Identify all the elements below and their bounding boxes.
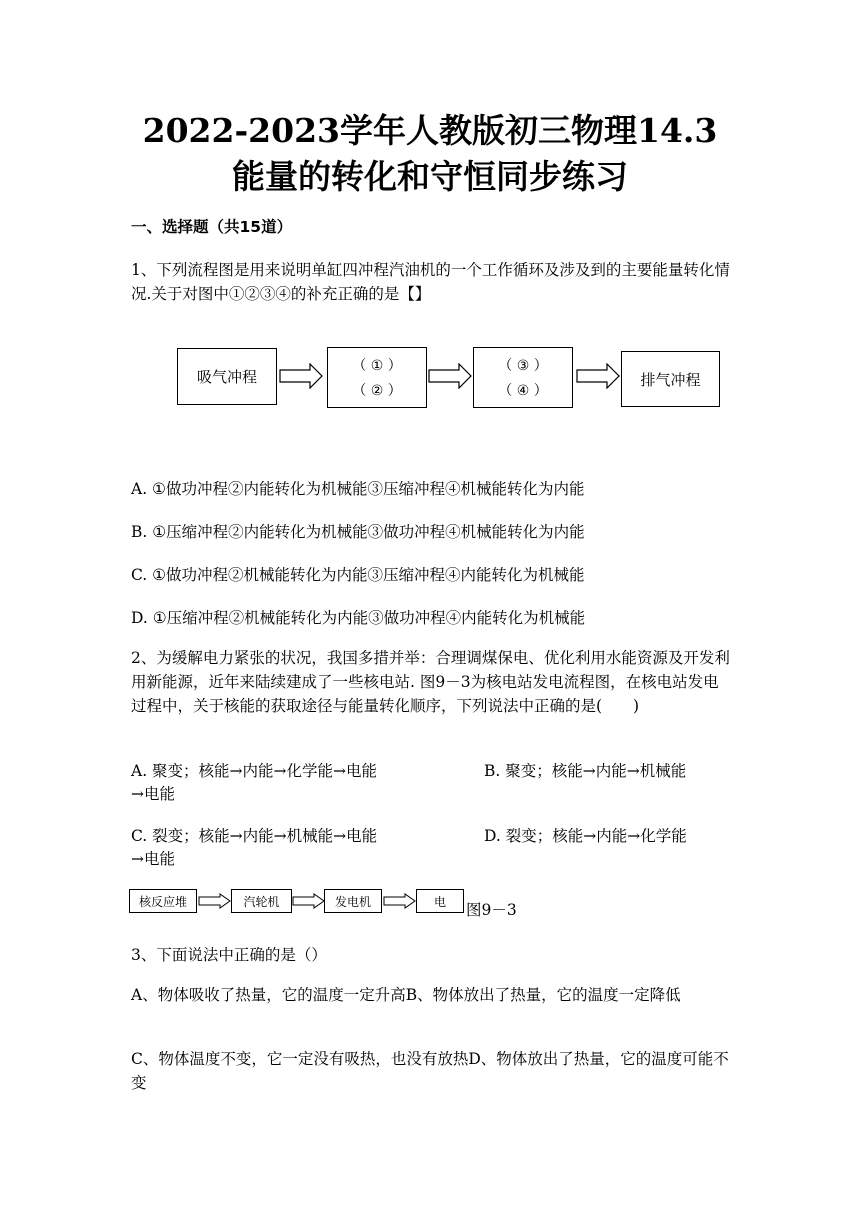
flow-box-electricity [416, 889, 464, 913]
flow-box-turbine [231, 889, 292, 913]
flow-box-2-bottom: （ ② ） [352, 383, 402, 399]
flow-arrow-3 [576, 363, 620, 389]
question-3-options-cd: C、物体温度不变，它一定没有吸热，也没有放热D、物体放出了热量，它的温度可能不变 [131, 1050, 729, 1092]
flow-box-3-top: （ ③ ） [498, 358, 548, 374]
question-3-stem: 3、下面说法中正确的是（） [131, 946, 327, 964]
question-1-option-b: B. ①压缩冲程②内能转化为机械能③做功冲程④机械能转化为内能 [131, 523, 585, 541]
flow-box-2 [327, 347, 427, 408]
flow-arrow-4 [198, 893, 231, 909]
title-line-1: 2022-2023学年人教版初三物理14.3 [142, 111, 718, 150]
question-2-option-b: B. 聚变；核能→内能→机械能 [484, 762, 687, 780]
question-2-option-c: C. 裂变；核能→内能→机械能→电能 [131, 827, 378, 845]
flow-box-reactor-label: 核反应堆 [138, 894, 187, 909]
flow-box-exhaust-label: 排气冲程 [640, 370, 701, 389]
question-3-options-ab: A、物体吸收了热量，它的温度一定升高B、物体放出了热量，它的温度一定降低 [131, 986, 681, 1004]
flow-arrow-2 [428, 363, 472, 389]
question-2-option-d: D. 裂变；核能→内能→化学能 [484, 827, 687, 845]
question-1-stem: 1、下列流程图是用来说明单缸四冲程汽油机的一个工作循环及涉及到的主要能量转化情况.关于对图中①②③④的补充正确的是【】 [131, 261, 730, 303]
question-1-option-d: D. ①压缩冲程②机械能转化为内能③做功冲程④内能转化为机械能 [131, 609, 586, 627]
flow-box-electricity-label: 电 [433, 894, 446, 909]
flow-box-3 [473, 347, 573, 408]
flow-box-3-bottom: （ ④ ） [498, 383, 548, 399]
question-2-option-b-cont: →电能 [131, 785, 175, 803]
figure-caption: 图9－3 [466, 901, 517, 919]
flow-box-exhaust [621, 351, 720, 407]
section-heading: 一、选择题（共15道） [131, 218, 293, 236]
flow-box-generator [324, 889, 382, 913]
question-2-option-d-cont: →电能 [131, 850, 175, 868]
title-line-2: 能量的转化和守恒同步练习 [232, 157, 628, 196]
flow-box-intake-label: 吸气冲程 [196, 368, 257, 386]
flow-arrow-1 [279, 363, 323, 389]
question-2-option-a: A. 聚变；核能→内能→化学能→电能 [131, 762, 378, 780]
question-2-stem: 2、为缓解电力紧张的状况，我国多措并举：合理调煤保电、优化利用水能资源及开发利用新能源，近年来陆续建成了一些核电站. 图9－3为核电站发电流程图，在核电站发电过程中，关于核能的获取途径与能量转化顺序，下列说法中正确的是( ) [131, 649, 730, 715]
flow-arrow-6 [383, 893, 416, 909]
flow-box-turbine-label: 汽轮机 [243, 894, 280, 909]
flow-box-reactor [129, 889, 197, 913]
flow-box-intake [177, 348, 277, 405]
flow-box-generator-label: 发电机 [334, 894, 371, 909]
question-1-option-a: A. ①做功冲程②内能转化为机械能③压缩冲程④机械能转化为内能 [131, 480, 585, 498]
flow-arrow-5 [292, 893, 325, 909]
question-1-option-c: C. ①做功冲程②机械能转化为内能③压缩冲程④内能转化为机械能 [131, 566, 585, 584]
flow-box-2-top: （ ① ） [352, 358, 402, 374]
